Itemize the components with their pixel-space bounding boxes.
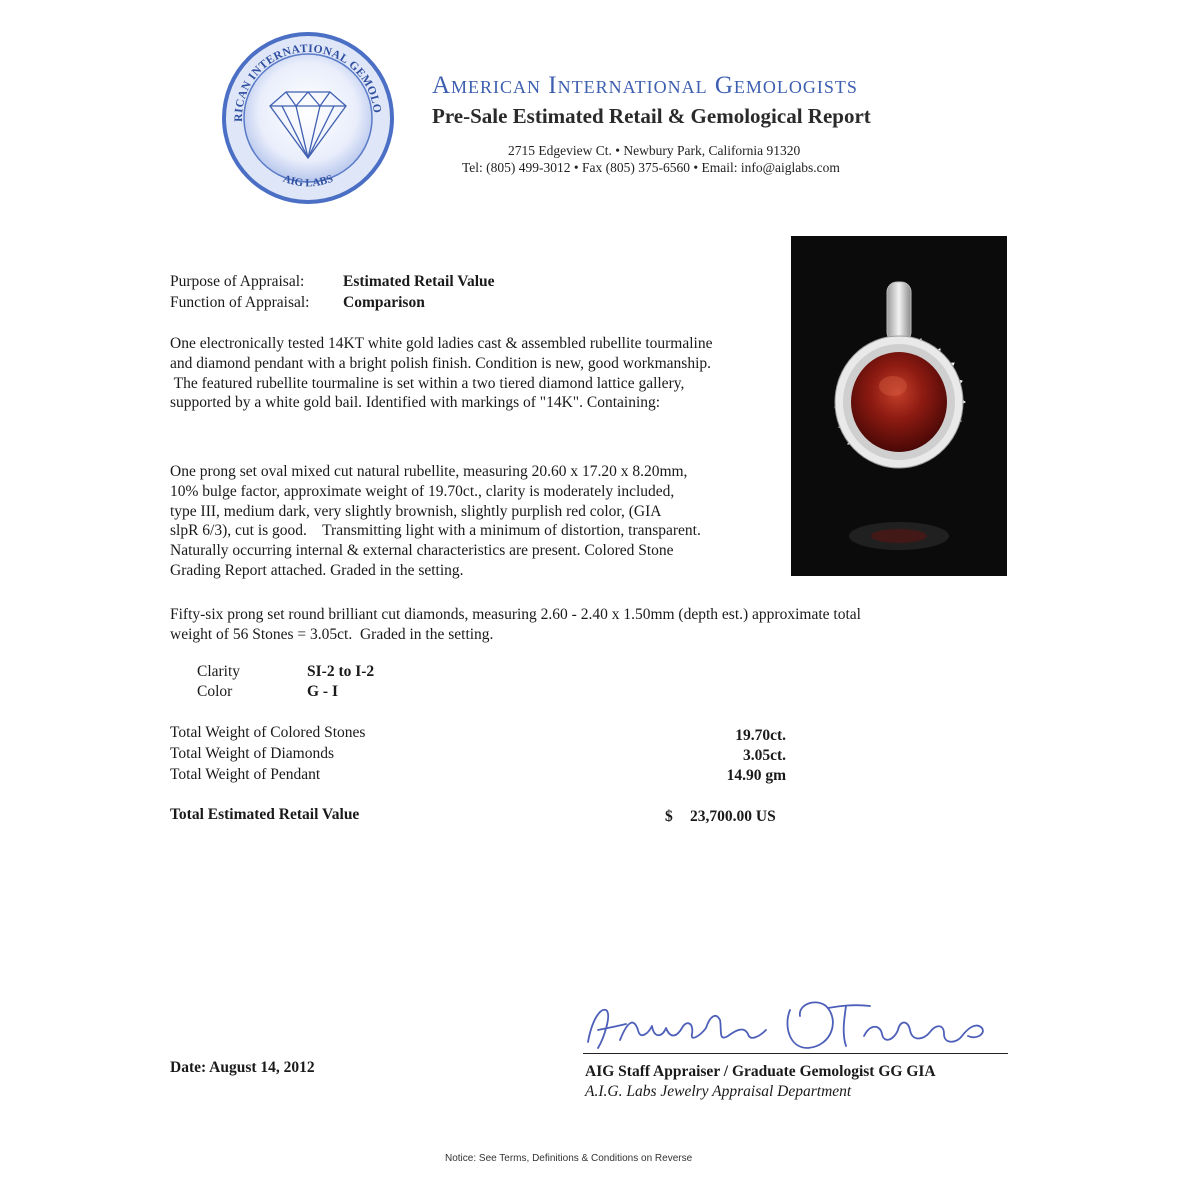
function-label: Function of Appraisal: [170,294,310,311]
total-colored-stones-label: Total Weight of Colored Stones [170,724,366,741]
total-retail-value-label: Total Estimated Retail Value [170,806,360,823]
diamonds-description [170,605,861,645]
stone-line: type III, medium dark, very slightly brownish, slightly purplish red color, (GIA [170,502,662,520]
clarity-value: SI-2 to I-2 [307,663,375,680]
purpose-label: Purpose of Appraisal: [170,273,305,290]
description-line: The featured rubellite tourmaline is set within a two tiered diamond lattice gallery, [170,374,685,392]
colored-stone-description [170,462,701,581]
diamond-line: weight of 56 Stones = 3.05ct. Graded in the setting. [170,625,494,643]
appraiser-title: AIG Staff Appraiser / Graduate Gemologist GG GIA [585,1063,936,1080]
report-date: Date: August 14, 2012 [170,1059,315,1076]
seal-text-top: RICAN INTERNATIONAL GEMOLO [232,42,383,122]
contact-info: Tel: (805) 499-3012 • Fax (805) 375-6560 • Email: info@aiglabs.com [462,160,840,175]
organization-name: American International Gemologists [432,72,858,99]
report-title: Pre-Sale Estimated Retail & Gemological Report [432,104,871,128]
currency-symbol: $ [665,808,673,825]
aig-seal-logo [218,28,398,208]
appraiser-department: A.I.G. Labs Jewelry Appraisal Department [585,1083,852,1100]
seal-text-bottom: AIG LABS [281,172,335,190]
stone-line: Naturally occurring internal & external characteristics are present. Colored Stone [170,542,674,560]
signature-line [583,1053,1008,1054]
pendant-photo [791,236,1007,576]
total-pendant-value: 14.90 gm [726,767,786,784]
description-line: supported by a white gold bail. Identified with markings of "14K". Containing: [170,394,661,412]
color-label: Color [197,683,233,700]
function-value: Comparison [343,294,425,311]
total-colored-stones-value: 19.70ct. [735,727,786,744]
description-line: One electronically tested 14KT white gold ladies cast & assembled rubellite tourmaline [170,335,713,352]
address: 2715 Edgeview Ct. • Newbury Park, California 91320 [508,143,801,158]
total-retail-value: 23,700.00 US [690,808,776,825]
item-description [170,334,713,413]
stone-line: Grading Report attached. Graded in the setting. [170,561,464,579]
diamond-line: Fifty-six prong set round brilliant cut diamonds, measuring 2.60 - 2.40 x 1.50mm (depth est.) approximate total [170,606,861,623]
stone-line: One prong set oval mixed cut natural rubellite, measuring 20.60 x 17.20 x 8.20mm, [170,463,688,480]
stone-line: slpR 6/3), cut is good. Transmitting light with a minimum of distortion, transparent. [170,522,701,540]
total-pendant-label: Total Weight of Pendant [170,766,321,783]
description-line: and diamond pendant with a bright polish finish. Condition is new, good workmanship. [170,354,712,372]
appraiser-signature [578,990,998,1060]
stone-line: 10% bulge factor, approximate weight of 19.70ct., clarity is moderately included, [170,482,675,500]
color-value: G - I [307,683,338,700]
purpose-value: Estimated Retail Value [343,273,495,290]
terms-notice: Notice: See Terms, Definitions & Conditions on Reverse [445,1153,693,1164]
total-diamonds-label: Total Weight of Diamonds [170,745,334,762]
clarity-label: Clarity [197,663,241,680]
total-diamonds-value: 3.05ct. [742,747,786,764]
